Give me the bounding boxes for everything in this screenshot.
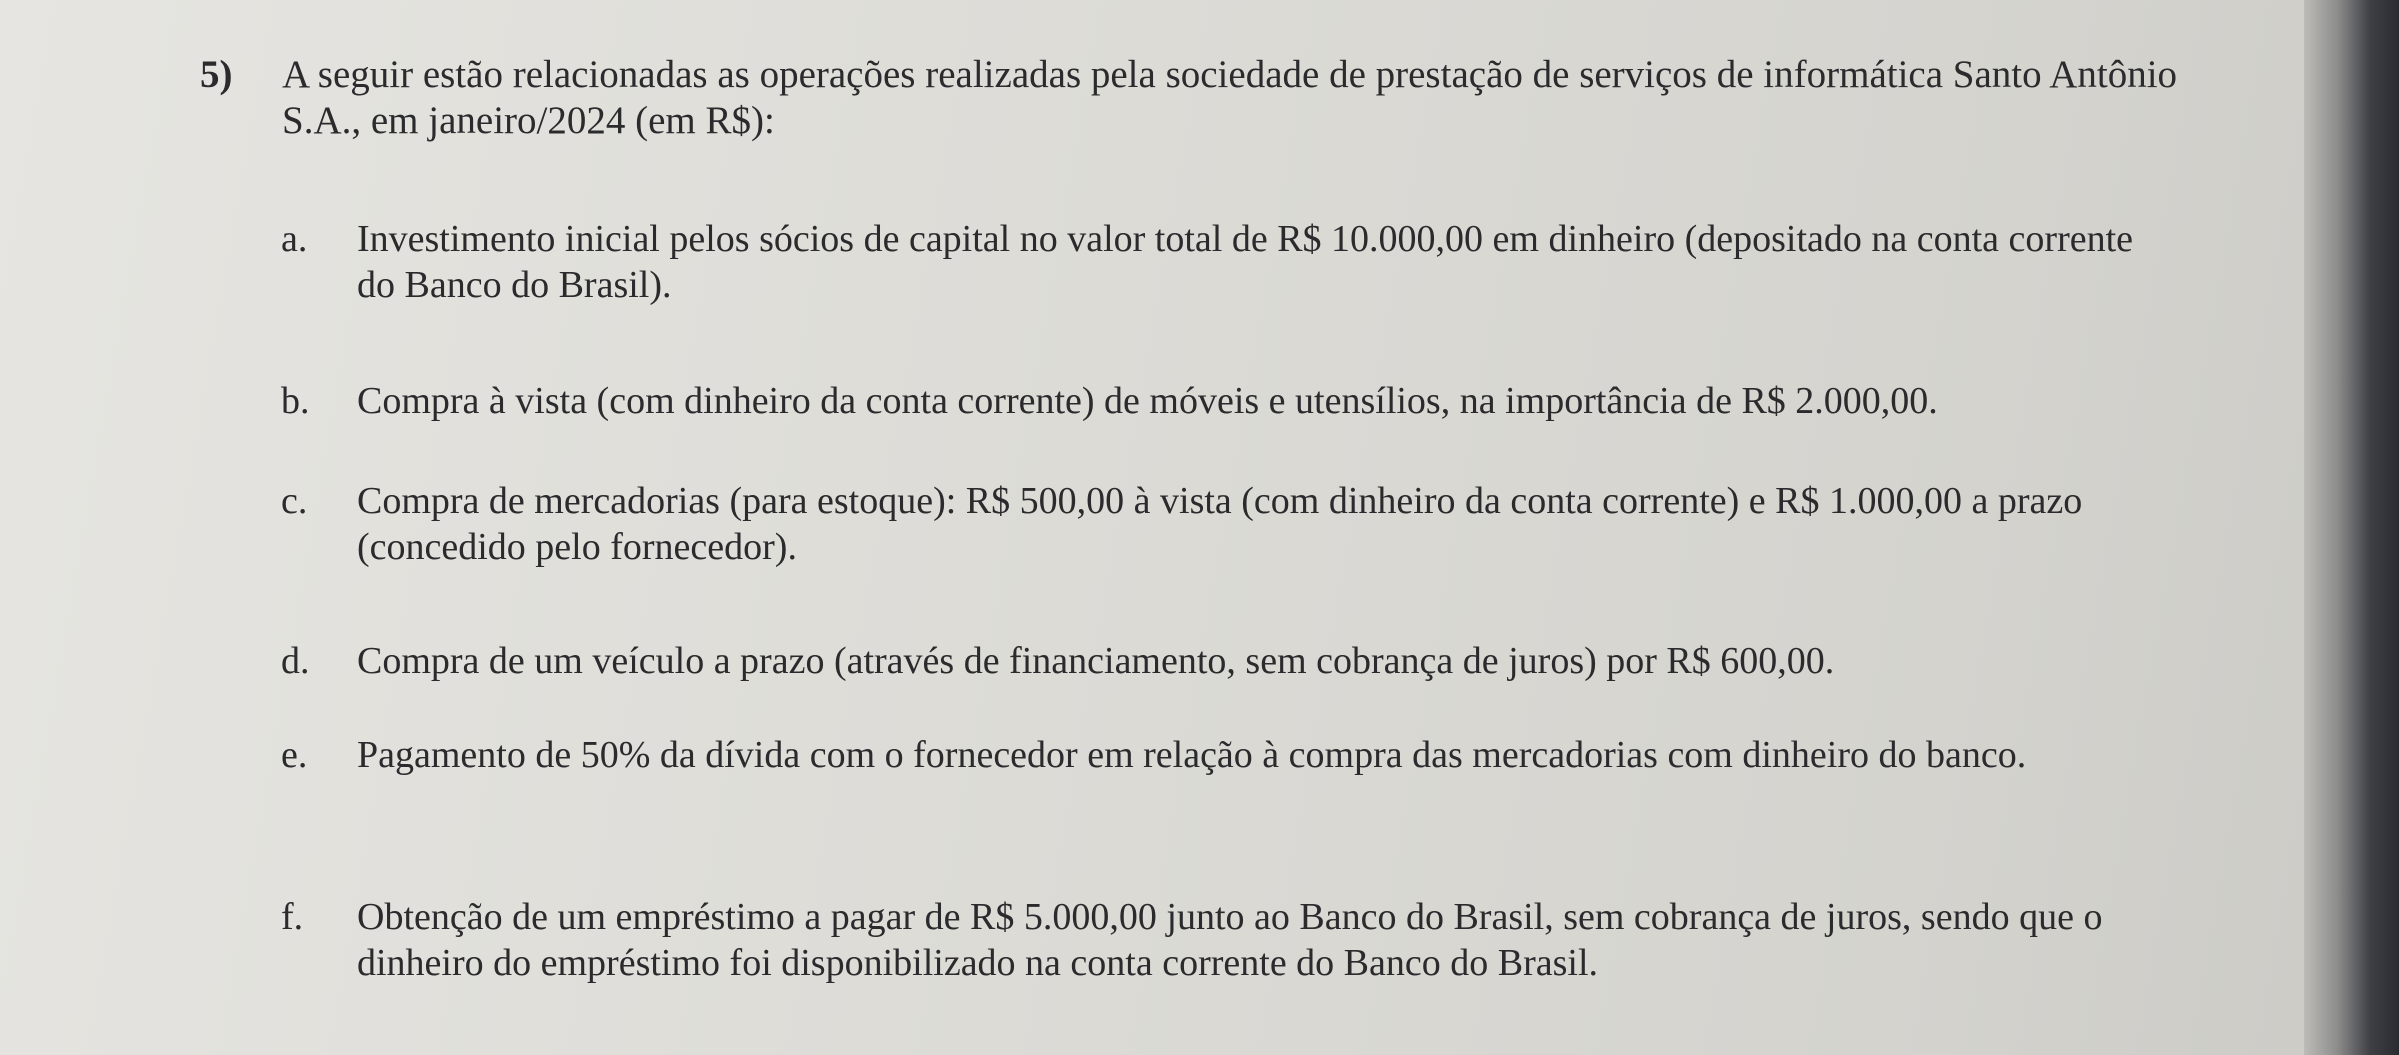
question-5 (200, 52, 2220, 984)
item-letter: b. (281, 380, 310, 422)
item-text: Compra de um veículo a prazo (através de financiamento, sem cobrança de juros) por R$ 600,00. (357, 640, 1835, 682)
item-text: Pagamento de 50% da dívida com o fornecedor em relação à compra das mercadorias com dinheiro do banco. (357, 734, 2027, 776)
screen-edge (2304, 0, 2399, 1055)
question-number: 5) (200, 53, 233, 96)
list-item-c (281, 478, 2191, 570)
list-item-f (281, 894, 2191, 986)
item-letter: d. (281, 640, 310, 682)
list-item-d (281, 638, 2191, 684)
list-item-e (281, 732, 2191, 778)
item-text: Obtenção de um empréstimo a pagar de R$ 5.000,00 junto ao Banco do Brasil, sem cobrança de juros, sendo que o dinheiro do empréstimo foi disponibilizado na conta corrente do Banco do Brasil. (357, 896, 2103, 984)
item-letter: f. (281, 896, 304, 938)
list-item-b (281, 378, 2191, 424)
item-text: Investimento inicial pelos sócios de capital no valor total de R$ 10.000,00 em dinheiro (depositado na conta corrente do Banco do Brasil). (357, 218, 2134, 306)
item-letter: c. (281, 480, 308, 522)
question-intro: A seguir estão relacionadas as operações realizadas pela sociedade de prestação de serviços de informática Santo Antônio S.A., em janeiro/2024 (em R$): (282, 53, 2178, 142)
item-letter: e. (281, 734, 308, 776)
list-item-a (281, 216, 2191, 308)
item-text: Compra à vista (com dinheiro da conta corrente) de móveis e utensílios, na importância de R$ 2.000,00. (357, 380, 1938, 422)
item-text: Compra de mercadorias (para estoque): R$ 500,00 à vista (com dinheiro da conta corrente) e R$ 1.000,00 a prazo (concedido pelo fornecedor). (357, 480, 2083, 568)
question-header (200, 52, 2220, 144)
item-letter: a. (281, 218, 308, 260)
